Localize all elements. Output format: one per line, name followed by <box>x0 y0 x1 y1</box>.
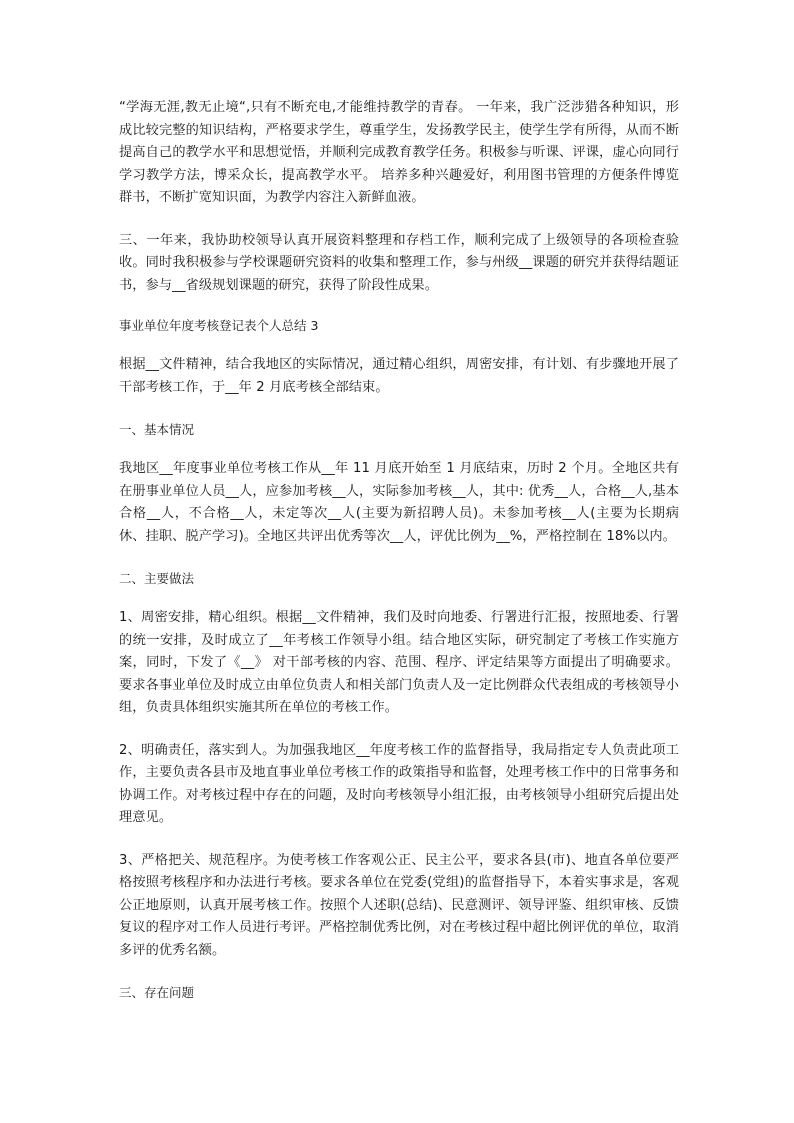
paragraph-practice-1: 1、周密安排，精心组织。根据__文件精神，我们及时向地委、行署进行汇报，按照地委、行署的统一安排，及时成立了__年考核工作领导小组。结合地区实际，研究制定了考核工作实施方案，同时，下发了《__》 对干部考核的内容、范围、程序、评定结果等方面提出了明确要求。要求各事业单位及时成立由单位负责人和相关部门负责人及一定比例群众代表组成的考核领导小组，负责具体组织实施其所在单位的考核工作。 <box>119 610 679 715</box>
paragraph-basic-situation: 我地区__年度事业单位考核工作从__年 11 月底开始至 1 月底结束，历时 2 个月。全地区共有在册事业单位人员__人，应参加考核__人，实际参加考核__人，其中: 优秀__人，合格__人,基本合格__人，不合格__人，未定等次__人(主要为新招聘人员)。未参加考核__人(主要为长期病休、挂职、脱产学习)。全地区共评出优秀等次__人，评优比例为__%，严格控制在 18%以内。 <box>119 461 679 544</box>
heading-main-practices: 二、主要做法 <box>119 571 195 586</box>
heading-basic-situation: 一、基本情况 <box>119 422 195 437</box>
document-page <box>119 97 679 1004</box>
paragraph-practice-2: 2、明确责任，落实到人。为加强我地区__年度考核工作的监督指导，我局指定专人负责此项工作，主要负责各县市及地直事业单位考核工作的政策指导和监督，处理考核工作中的日常事务和协调工作。对考核过程中存在的问题，及时向考核领导小组汇报，由考核领导小组研究后提出处理意见。 <box>119 742 679 825</box>
paragraph-intro: 根据__文件精神，结合我地区的实际情况，通过精心组织，周密安排，有计划、有步骤地开展了干部考核工作，于__年 2 月底考核全部结束。 <box>119 357 679 395</box>
paragraph-archive-work: 三、一年来，我协助校领导认真开展资料整理和存档工作，顺利完成了上级领导的各项检查验收。同时我积极参与学校课题研究资料的收集和整理工作，参与州级__课题的研究并获得结题证书，参与__省级规划课题的研究，获得了阶段性成果。 <box>119 232 679 293</box>
heading-existing-problems: 三、存在问题 <box>119 985 195 1000</box>
paragraph-practice-3: 3、严格把关、规范程序。为使考核工作客观公正、民主公平，要求各县(市)、地直各单位要严格按照考核程序和办法进行考核。要求各单位在党委(党组)的监督指导下，本着实事求是，客观公正地原则，认真开展考核工作。按照个人述职(总结)、民意测评、领导评鉴、组织审核、反馈复议的程序对工作人员进行考评。严格控制优秀比例，对在考核过程中超比例评优的单位，取消多评的优秀名额。 <box>119 852 679 958</box>
section-title: 事业单位年度考核登记表个人总结 3 <box>119 318 319 333</box>
paragraph-self-study: “学海无涯,教无止境“,只有不断充电,才能维持教学的青春。 一年来，我广泛涉猎各种知识，形成比较完整的知识结构，严格要求学生，尊重学生，发扬教学民主，使学生学有所得，从而不断提高自己的教学水平和思想觉悟，并顺利完成教育教学任务。积极参与听课、评课，虚心向同行学习教学方法，博采众长，提高教学水平。 培养多种兴趣爱好，利用图书管理的方便条件博览群书，不断扩宽知识面，为教学内容注入新鲜血液。 <box>119 100 679 205</box>
